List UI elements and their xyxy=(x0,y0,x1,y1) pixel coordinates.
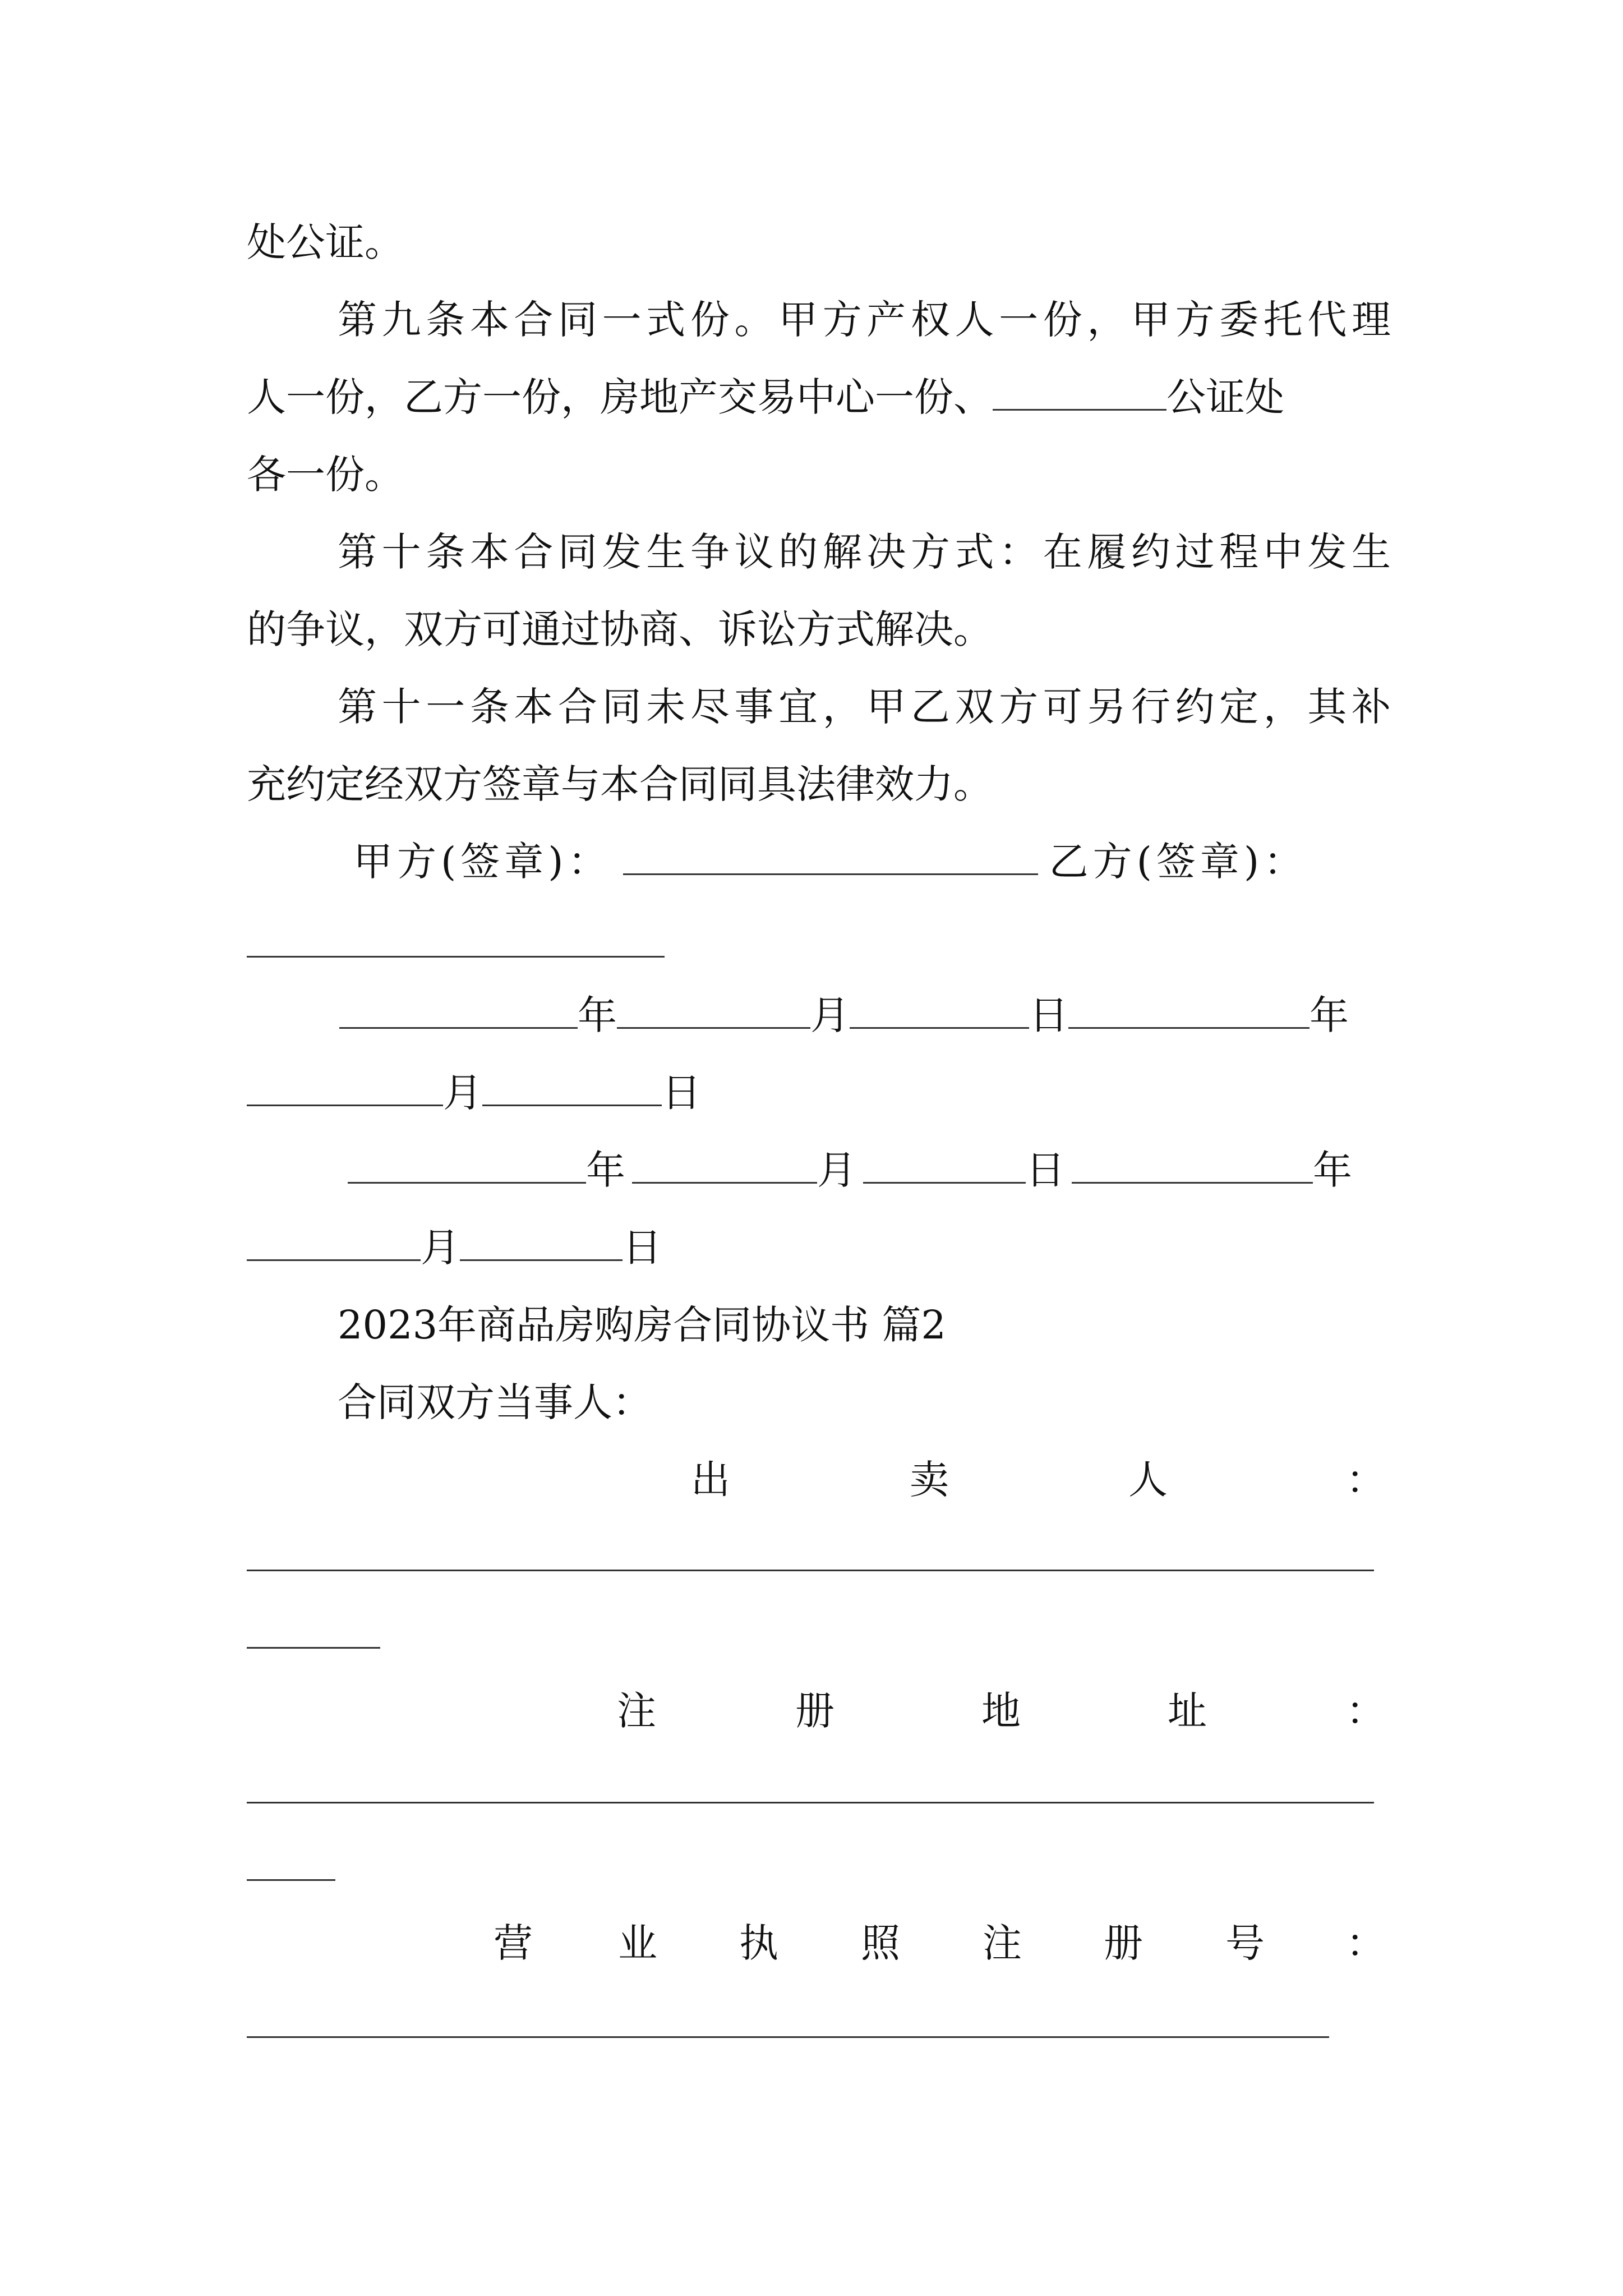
date-line-2 xyxy=(348,1142,1391,1198)
license-char: 照 xyxy=(861,1920,900,1966)
clause-11-line-1: 第十一条本合同未尽事宜，甲乙双方可另行约定，其补 xyxy=(338,684,1391,730)
month-label: 月 xyxy=(443,1070,482,1116)
clause-11-line-2: 充约定经双方签章与本合同同具法律效力。 xyxy=(247,761,993,807)
seller-char: 人 xyxy=(1128,1457,1168,1503)
date-blank xyxy=(863,1147,1026,1184)
address-blank-cont xyxy=(247,1879,335,1881)
date-blank xyxy=(247,1070,443,1106)
party-b-signature-label: 乙方(签章)： xyxy=(1049,839,1308,885)
license-char: 注 xyxy=(983,1920,1022,1966)
date-line-1 xyxy=(339,987,1391,1043)
signature-line xyxy=(353,834,1391,890)
year-label: 年 xyxy=(1310,992,1349,1038)
address-char: 册 xyxy=(795,1688,834,1734)
seller-blank-cont xyxy=(247,1647,380,1649)
text-segment: 人一份，乙方一份，房地产交易中心一份、 xyxy=(247,374,993,420)
license-char: 号 xyxy=(1225,1920,1265,1966)
text-segment: 公证处 xyxy=(1166,374,1284,420)
clause-9-line-1: 第九条本合同一式份。甲方产权人一份，甲方委托代理 xyxy=(338,297,1391,343)
party-a-signature-label: 甲方(签章)： xyxy=(353,839,612,885)
license-blank xyxy=(247,2036,1329,2038)
address-blank xyxy=(247,1802,1374,1803)
day-label: 日 xyxy=(1026,1147,1065,1193)
date-blank xyxy=(1068,992,1310,1029)
license-char: 业 xyxy=(618,1920,657,1966)
address-colon: ： xyxy=(1346,1688,1385,1734)
party-a-signature-blank xyxy=(623,839,1038,875)
date-blank xyxy=(339,992,578,1029)
seller-blank xyxy=(247,1570,1374,1571)
clause-10-line-1: 第十条本合同发生争议的解决方式：在履约过程中发生 xyxy=(338,529,1391,575)
fill-blank xyxy=(993,374,1166,411)
license-char: 执 xyxy=(739,1920,778,1966)
year-label: 年 xyxy=(586,1147,625,1193)
date-blank xyxy=(247,1225,421,1261)
date-blank xyxy=(617,992,810,1029)
seller-char: 出 xyxy=(691,1457,730,1503)
address-char: 地 xyxy=(981,1688,1021,1734)
text-line: 处公证。 xyxy=(247,219,404,265)
day-label: 日 xyxy=(662,1070,701,1116)
party-b-signature-blank xyxy=(247,956,665,958)
date-blank xyxy=(460,1225,623,1261)
license-char: 册 xyxy=(1104,1920,1143,1966)
seller-colon: ： xyxy=(1346,1457,1385,1503)
date-blank xyxy=(1072,1147,1313,1184)
date-line-1-cont xyxy=(247,1065,1391,1121)
license-char: 营 xyxy=(494,1920,533,1966)
parties-label: 合同双方当事人： xyxy=(338,1379,652,1425)
day-label: 日 xyxy=(1029,992,1068,1038)
clause-9-line-3: 各一份。 xyxy=(247,452,404,498)
section-heading: 2023年商品房购房合同协议书 篇2 xyxy=(338,1302,946,1348)
date-blank xyxy=(850,992,1029,1029)
seller-char: 卖 xyxy=(910,1457,949,1503)
address-char: 址 xyxy=(1168,1688,1207,1734)
date-blank xyxy=(348,1147,586,1184)
license-colon: ： xyxy=(1346,1920,1385,1966)
clause-10-line-2: 的争议，双方可通过协商、诉讼方式解决。 xyxy=(247,606,993,652)
date-line-2-cont xyxy=(247,1220,1391,1276)
month-label: 月 xyxy=(810,992,850,1038)
month-label: 月 xyxy=(817,1147,856,1193)
year-label: 年 xyxy=(1313,1147,1352,1193)
address-char: 注 xyxy=(617,1688,656,1734)
clause-9-line-2 xyxy=(247,369,1391,425)
date-blank xyxy=(482,1070,662,1106)
month-label: 月 xyxy=(421,1225,460,1271)
date-blank xyxy=(632,1147,817,1184)
day-label: 日 xyxy=(623,1225,662,1271)
year-label: 年 xyxy=(578,992,617,1038)
